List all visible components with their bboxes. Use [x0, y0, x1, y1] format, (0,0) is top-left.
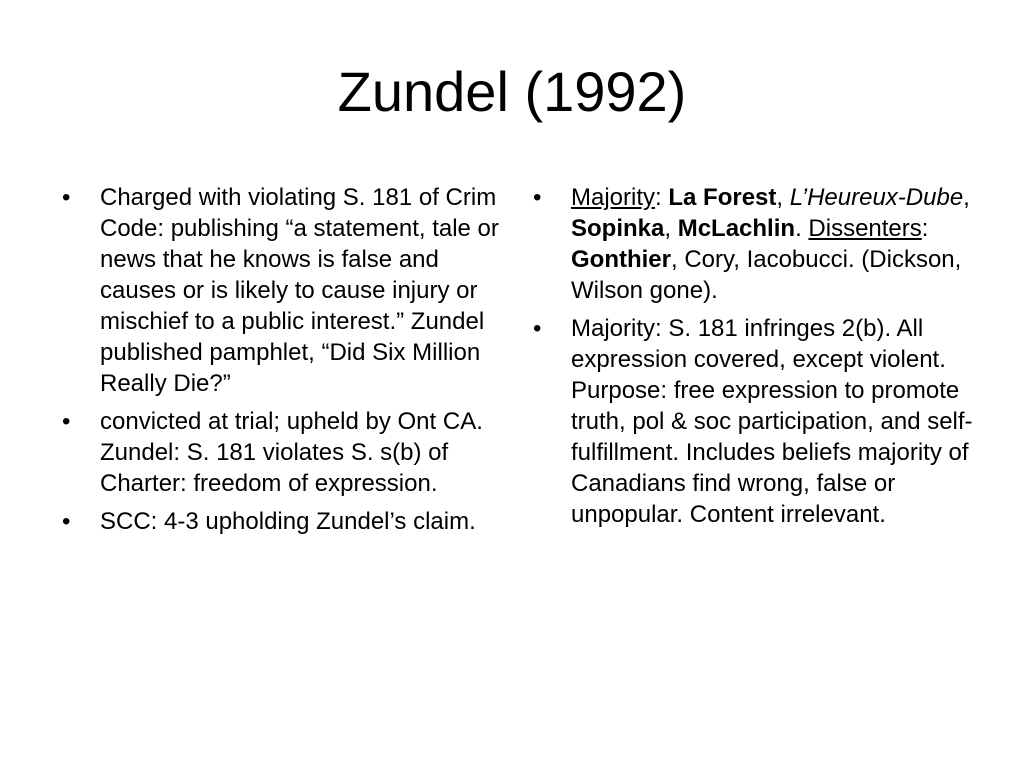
- bullet-text: [571, 184, 970, 304]
- list-item: [533, 313, 973, 530]
- right-bullet-list: [533, 182, 973, 537]
- slide-title: Zundel (1992): [337, 60, 687, 123]
- bullet-icon: •: [62, 184, 71, 211]
- separator: :: [921, 215, 929, 242]
- bullet-icon: •: [533, 315, 542, 342]
- judge-lheureux-dube: L’Heureux-Dube: [789, 184, 964, 211]
- left-bullet-list: [62, 182, 502, 544]
- bullet-text: SCC: 4-3 upholding Zundel’s claim.: [100, 508, 476, 535]
- judge-mclachlin: McLachlin: [677, 215, 796, 242]
- bullet-icon: •: [62, 508, 71, 535]
- list-item: [62, 506, 502, 537]
- dissenter-gonthier: Gonthier: [571, 246, 671, 273]
- list-item: [62, 182, 502, 399]
- judge-sopinka: Sopinka: [571, 215, 665, 242]
- bullet-text: Charged with violating S. 181 of Crim Code: publishing “a statement, tale or news that he knows is false and causes or is likely to cause injury or mischief to a public interest.” Zundel published pamphlet, “Did Six Million Really Die?”: [100, 184, 499, 397]
- separator: ,: [664, 215, 678, 242]
- list-item: [62, 406, 502, 499]
- dissenters-label: Dissenters: [808, 215, 922, 242]
- separator: ,: [776, 184, 790, 211]
- bullet-text: convicted at trial; upheld by Ont CA. Zundel: S. 181 violates S. s(b) of Charter: freedom of expression.: [100, 408, 483, 497]
- bullet-icon: •: [62, 408, 71, 435]
- list-item: [533, 182, 973, 306]
- judge-la-forest: La Forest: [668, 184, 777, 211]
- majority-label: Majority: [571, 184, 656, 211]
- bullet-icon: •: [533, 184, 542, 211]
- separator: :: [655, 184, 669, 211]
- dissenters-rest: , Cory, Iacobucci. (Dickson, Wilson gone).: [571, 246, 962, 304]
- separator: ,: [963, 184, 970, 211]
- bullet-text: Majority: S. 181 infringes 2(b). All expression covered, except violent. Purpose: free expression to promote truth, pol & soc participation, and self-fulfillment. Includes beliefs majority of Canadians find wrong, false or unpopular. Content irrelevant.: [571, 315, 973, 528]
- separator: .: [795, 215, 809, 242]
